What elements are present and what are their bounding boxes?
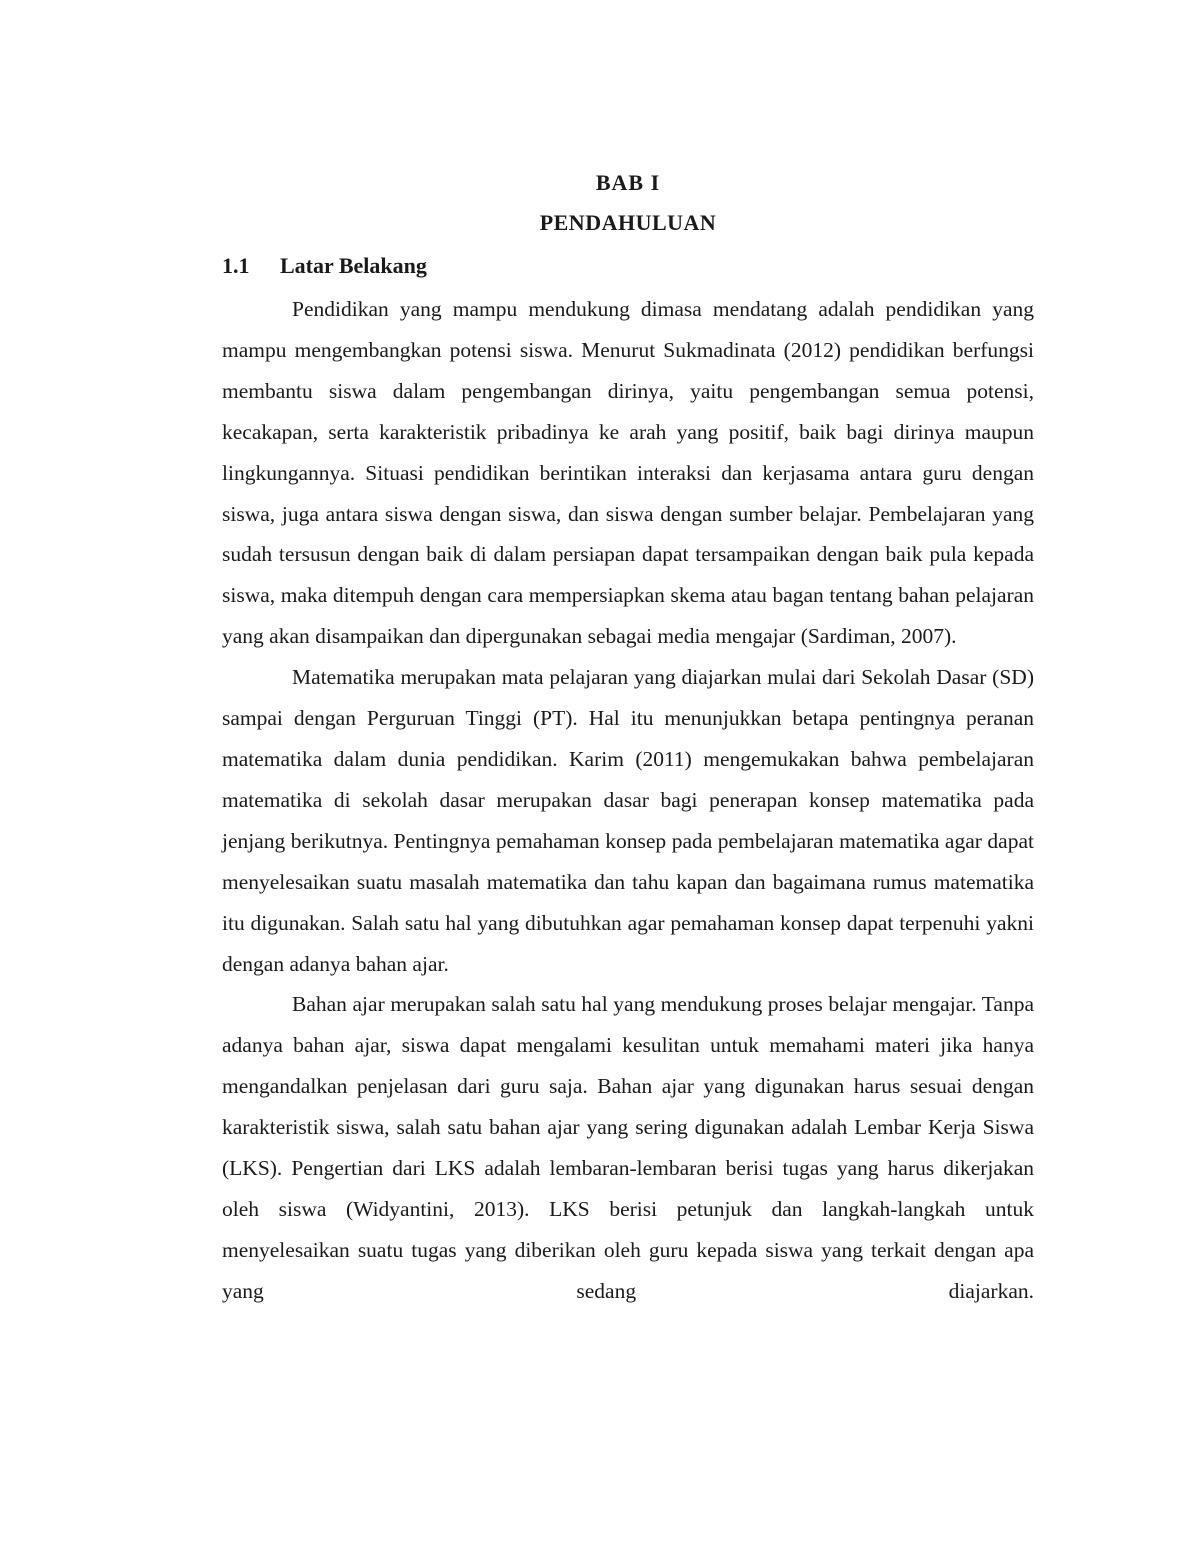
chapter-title: PENDAHULUAN [539,210,717,235]
paragraph: Bahan ajar merupakan salah satu hal yang mendukung proses belajar mengajar. Tanpa adanya bahan ajar, siswa dapat mengalami kesulitan untuk memahami materi jika hanya mengandalkan penjelasan dari guru saja. Bahan ajar yang digunakan harus sesuai dengan karakteristik siswa, salah satu bahan ajar yang sering digunakan adalah Lembar Kerja Siswa (LKS). Pengertian dari LKS adalah lembaran-lembaran berisi tugas yang harus dikerjakan oleh siswa (Widyantini, 2013). LKS berisi petunjuk dan langkah-langkah untuk menyelesaikan suatu tugas yang diberikan oleh guru kepada siswa yang terkait dengan apa yang sedang diajarkan. [222,992,1034,1303]
section-heading [222,251,427,281]
chapter-label: BAB I [595,170,661,195]
section-title: Latar Belakang [280,253,427,278]
section-number: 1.1 [222,253,250,278]
paragraph: Pendidikan yang mampu mendukung dimasa mendatang adalah pendidikan yang mampu mengembangkan potensi siswa. Menurut Sukmadinata (2012) pendidikan berfungsi membantu siswa dalam pengembangan dirinya, yaitu pengembangan semua potensi, kecakapan, serta karakteristik pribadinya ke arah yang positif, baik bagi dirinya maupun lingkungannya. Situasi pendidikan berintikan interaksi dan kerjasama antara guru dengan siswa, juga antara siswa dengan siswa, dan siswa dengan sumber belajar. Pembelajaran yang sudah tersusun dengan baik di dalam persiapan dapat tersampaikan dengan baik pula kepada siswa, maka ditempuh dengan cara mempersiapkan skema atau bagan tentang bahan pelajaran yang akan disampaikan dan dipergunakan sebagai media mengajar (Sardiman, 2007). [222,297,1034,649]
body-text [222,289,1034,1312]
paragraph: Matematika merupakan mata pelajaran yang diajarkan mulai dari Sekolah Dasar (SD) sampai dengan Perguruan Tinggi (PT). Hal itu menunjukkan betapa pentingnya peranan matematika dalam dunia pendidikan. Karim (2011) mengemukakan bahwa pembelajaran matematika di sekolah dasar merupakan dasar bagi penerapan konsep matematika pada jenjang berikutnya. Pentingnya pemahaman konsep pada pembelajaran matematika agar dapat menyelesaikan suatu masalah matematika dan tahu kapan dan bagaimana rumus matematika itu digunakan. Salah satu hal yang dibutuhkan agar pemahaman konsep dapat terpenuhi yakni dengan adanya bahan ajar. [222,665,1034,976]
